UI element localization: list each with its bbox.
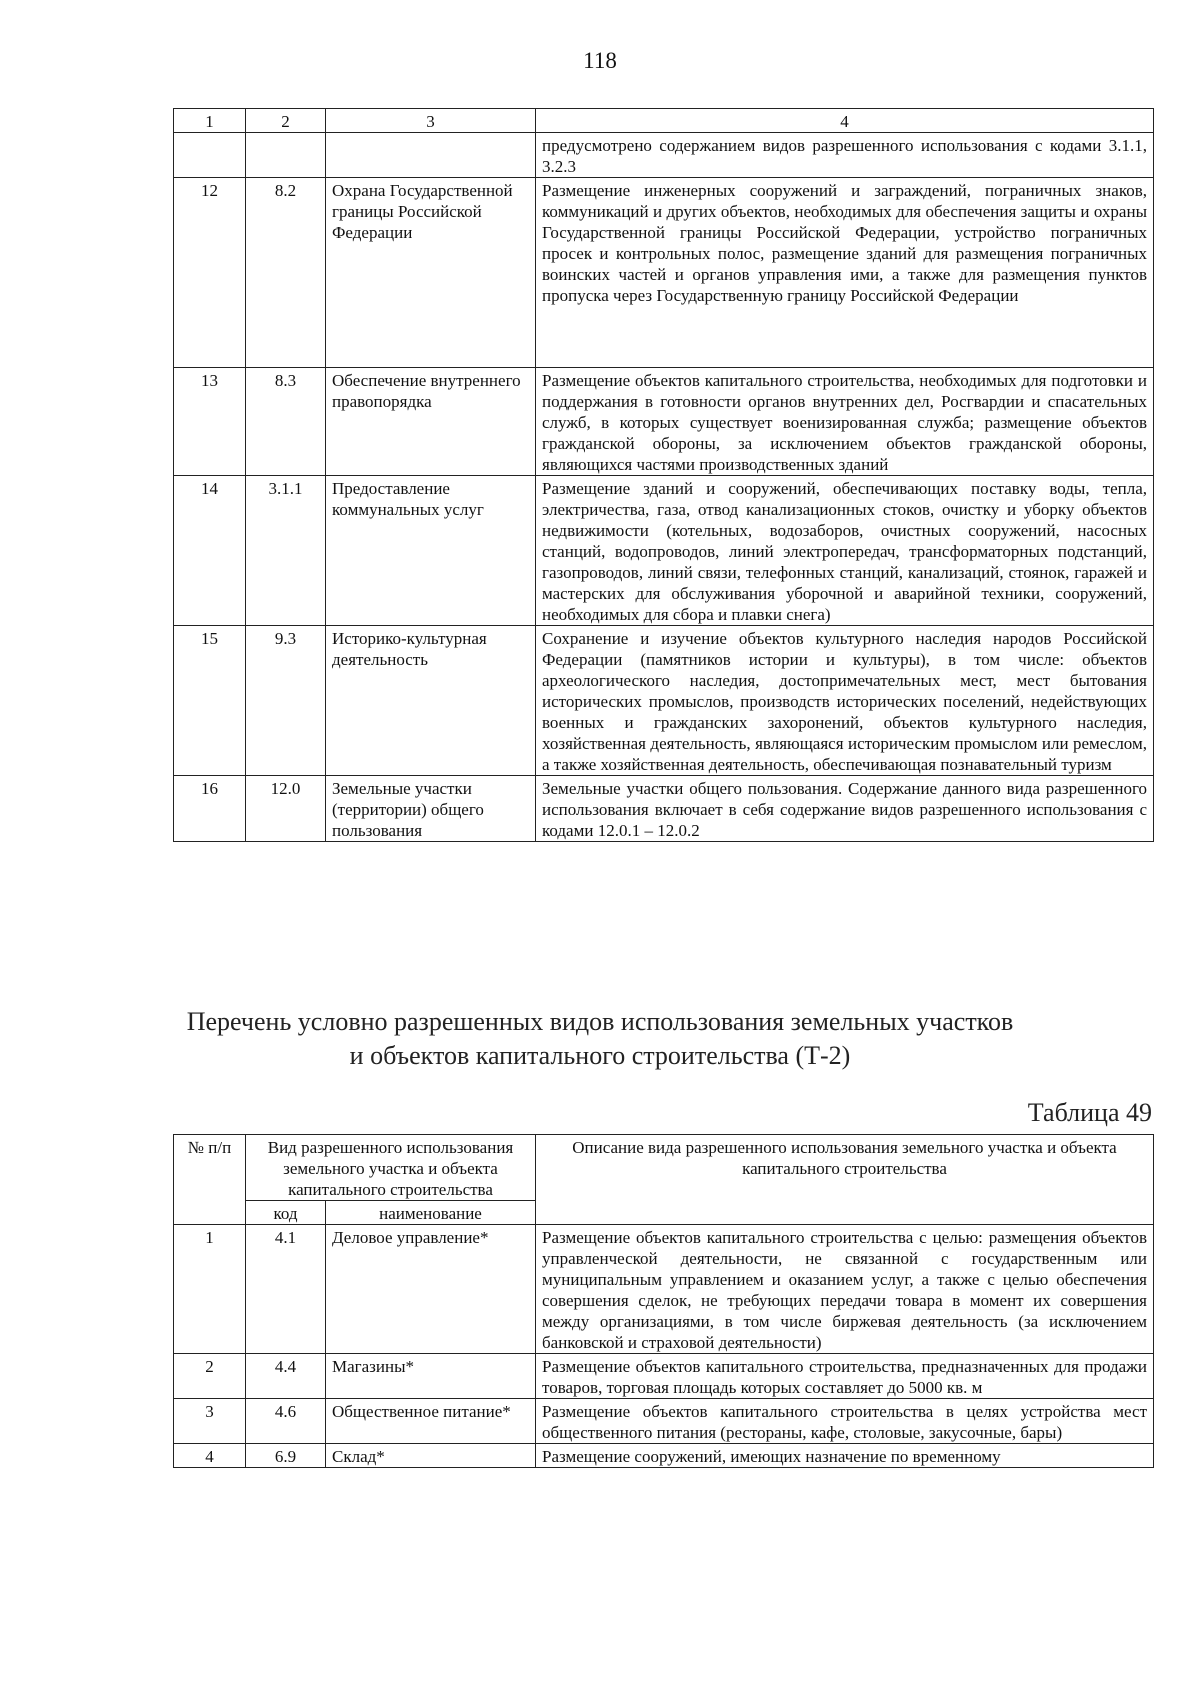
row-number: 2 bbox=[174, 1354, 246, 1399]
row-description: Размещение объектов капитального строительства с целью: размещения объектов управленческой деятельности, не связанной с государственным или муниципальным управлением и оказанием услуг, а также с целью обеспечения совершения сделок, не требующих передачи товара в момент их совершения между организациями, в том числе биржевая деятельность (за исключением банковской и страховой деятельности) bbox=[536, 1225, 1154, 1354]
row-name: Общественное питание* bbox=[326, 1399, 536, 1444]
row-number: 14 bbox=[174, 476, 246, 626]
header-code: код bbox=[246, 1201, 326, 1225]
conditional-use-table bbox=[173, 1134, 1154, 1468]
row-description: Размещение объектов капитального строительства, необходимых для подготовки и поддержания в готовности органов внутренних дел, Росгвардии и спасательных служб, в которых существует военизированная служба; размещение объектов гражданской обороны, за исключением объектов гражданской обороны, являющихся частями производственных зданий bbox=[536, 368, 1154, 476]
header-name: наименование bbox=[326, 1201, 536, 1225]
row-code: 8.3 bbox=[246, 368, 326, 476]
row-number: 12 bbox=[174, 178, 246, 368]
row-code: 6.9 bbox=[246, 1444, 326, 1468]
table-row bbox=[174, 1354, 1154, 1399]
row-name: Земельные участки (территории) общего пользования bbox=[326, 776, 536, 842]
row-description: Сохранение и изучение объектов культурного наследия народов Российской Федерации (памятников истории и культуры), в том числе: объектов археологического наследия, достопримечательных мест, мест бытования исторических промыслов, производств исторических поселений, недействующих военных и гражданских захоронений, объектов культурного наследия, хозяйственная деятельность, являющаяся историческим промыслом или ремеслом, а также хозяйственная деятельность, обеспечивающая познавательный туризм bbox=[536, 626, 1154, 776]
row-number: 4 bbox=[174, 1444, 246, 1468]
header-number: № п/п bbox=[174, 1135, 246, 1225]
row-name: Охрана Государственной границы Российской Федерации bbox=[326, 178, 536, 368]
row-code: 12.0 bbox=[246, 776, 326, 842]
table-row bbox=[174, 1399, 1154, 1444]
row-code: 8.2 bbox=[246, 178, 326, 368]
row-name: Обеспечение внутреннего правопорядка bbox=[326, 368, 536, 476]
column-number-row bbox=[174, 109, 1154, 133]
row-name: Предоставление коммунальных услуг bbox=[326, 476, 536, 626]
table-row bbox=[174, 1444, 1154, 1468]
row-description: Размещение сооружений, имеющих назначение по временному bbox=[536, 1444, 1154, 1468]
row-code: 4.6 bbox=[246, 1399, 326, 1444]
row-number: 3 bbox=[174, 1399, 246, 1444]
table-row bbox=[174, 776, 1154, 842]
table-row bbox=[174, 476, 1154, 626]
header-use-type: Вид разрешенного использования земельного участка и объекта капитального строительства bbox=[246, 1135, 536, 1201]
column-number: 2 bbox=[246, 109, 326, 133]
row-description: Земельные участки общего пользования. Содержание данного вида разрешенного использования включает в себя содержание видов разрешенного использования с кодами 12.0.1 – 12.0.2 bbox=[536, 776, 1154, 842]
row-description: Размещение объектов капитального строительства, предназначенных для продажи товаров, торговая площадь которых составляет до 5000 кв. м bbox=[536, 1354, 1154, 1399]
table-row bbox=[174, 133, 1154, 178]
table-row bbox=[174, 178, 1154, 368]
table-row bbox=[174, 368, 1154, 476]
row-code: 9.3 bbox=[246, 626, 326, 776]
column-number: 3 bbox=[326, 109, 536, 133]
row-number: 13 bbox=[174, 368, 246, 476]
heading-line: Перечень условно разрешенных видов использования земельных участков bbox=[186, 1007, 1014, 1036]
row-name: Магазины* bbox=[326, 1354, 536, 1399]
row-description: Размещение зданий и сооружений, обеспечивающих поставку воды, тепла, электричества, газа, отвод канализационных стоков, очистку и уборку объектов недвижимости (котельных, водозаборов, очистных сооружений, насосных станций, водопроводов, линий электропередач, трансформаторных подстанций, газопроводов, линий связи, телефонных станций, канализаций, стоянок, гаражей и мастерских для обслуживания уборочной и аварийной техники, сооружений, необходимых для сбора и плавки снега) bbox=[536, 476, 1154, 626]
row-description: Размещение инженерных сооружений и заграждений, пограничных знаков, коммуникаций и других объектов, необходимых для обеспечения защиты и охраны Государственной границы Российской Федерации, устройство пограничных просек и контрольных полос, размещение зданий для размещения пограничных воинских частей и органов управления ими, а также для размещения пунктов пропуска через Государственную границу Российской Федерации bbox=[536, 178, 1154, 368]
row-code: 4.4 bbox=[246, 1354, 326, 1399]
table-caption: Таблица 49 bbox=[1027, 1098, 1152, 1127]
section-heading bbox=[0, 1005, 1200, 1073]
row-name: Деловое управление* bbox=[326, 1225, 536, 1354]
heading-line: и объектов капитального строительства (Т-2) bbox=[349, 1041, 851, 1070]
row-name: Историко-культурная деятельность bbox=[326, 626, 536, 776]
table-row bbox=[174, 1225, 1154, 1354]
row-code: 4.1 bbox=[246, 1225, 326, 1354]
row-number: 16 bbox=[174, 776, 246, 842]
row-number: 1 bbox=[174, 1225, 246, 1354]
land-use-table-continued bbox=[173, 108, 1154, 842]
row-description: Размещение объектов капитального строительства в целях устройства мест общественного питания (рестораны, кафе, столовые, закусочные, бары) bbox=[536, 1399, 1154, 1444]
row-name: Склад* bbox=[326, 1444, 536, 1468]
column-number: 4 bbox=[536, 109, 1154, 133]
row-code: 3.1.1 bbox=[246, 476, 326, 626]
row-number: 15 bbox=[174, 626, 246, 776]
row-description: предусмотрено содержанием видов разрешенного использования с кодами 3.1.1, 3.2.3 bbox=[536, 133, 1154, 178]
header-description: Описание вида разрешенного использования земельного участка и объекта капитального строительства bbox=[536, 1135, 1154, 1225]
page-number: 118 bbox=[583, 48, 617, 73]
table-row bbox=[174, 626, 1154, 776]
table-header-row bbox=[174, 1135, 1154, 1201]
column-number: 1 bbox=[174, 109, 246, 133]
